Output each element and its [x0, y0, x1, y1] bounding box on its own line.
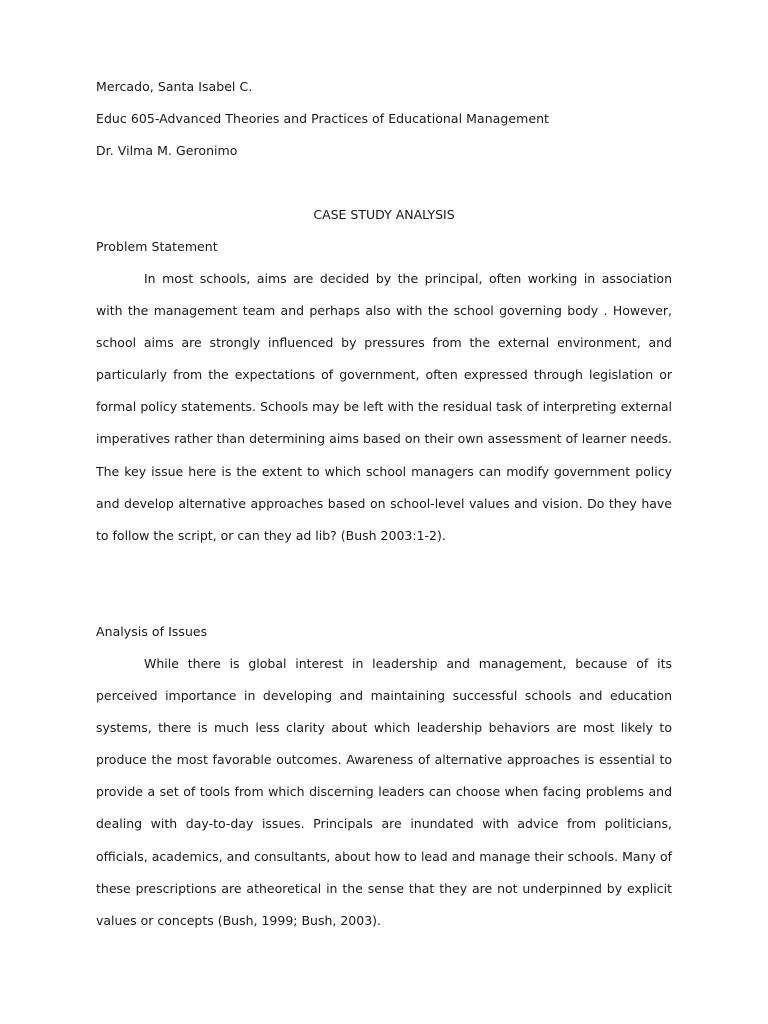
course-title: Educ 605-Advanced Theories and Practices of Educational Management	[96, 111, 550, 126]
professor-name: Dr. Vilma M. Geronimo	[96, 143, 238, 158]
document-title: CASE STUDY ANALYSIS	[313, 207, 455, 222]
section-heading-analysis-of-issues: Analysis of Issues	[96, 624, 208, 639]
section-body-analysis-of-issues: While there is global interest in leadership and management, because of its perceived importance in developing and maintaining successful schools and education systems, there is much less clarity about which leadership behaviors are most likely to produce the most favorable outcomes. Awareness of alternative approaches is essential to provide a set of tools from which discerning leaders can choose when facing problems and dealing with day-to-day issues. Principals are inundated with advice from politicians, officials, academics, and consultants, about how to lead and manage their schools. Many of these prescriptions are atheoretical in the sense that they are not underpinned by explicit values or concepts (Bush, 1999; Bush, 2003).	[96, 656, 672, 928]
author-name: Mercado, Santa Isabel C.	[96, 79, 253, 94]
section-heading-problem-statement: Problem Statement	[96, 239, 218, 254]
section-body-problem-statement: In most schools, aims are decided by the principal, often working in association with the management team and perhaps also with the school governing body . However, school aims are strongly influenced by pressures from the external environment, and particularly from the expectations of government, often expressed through legislation or formal policy statements. Schools may be left with the residual task of interpreting external imperatives rather than determining aims based on their own assessment of learner needs. The key issue here is the extent to which school managers can modify government policy and develop alternative approaches based on school-level values and vision. Do they have to follow the script, or can they ad lib? (Bush 2003:1-2).	[96, 271, 672, 543]
